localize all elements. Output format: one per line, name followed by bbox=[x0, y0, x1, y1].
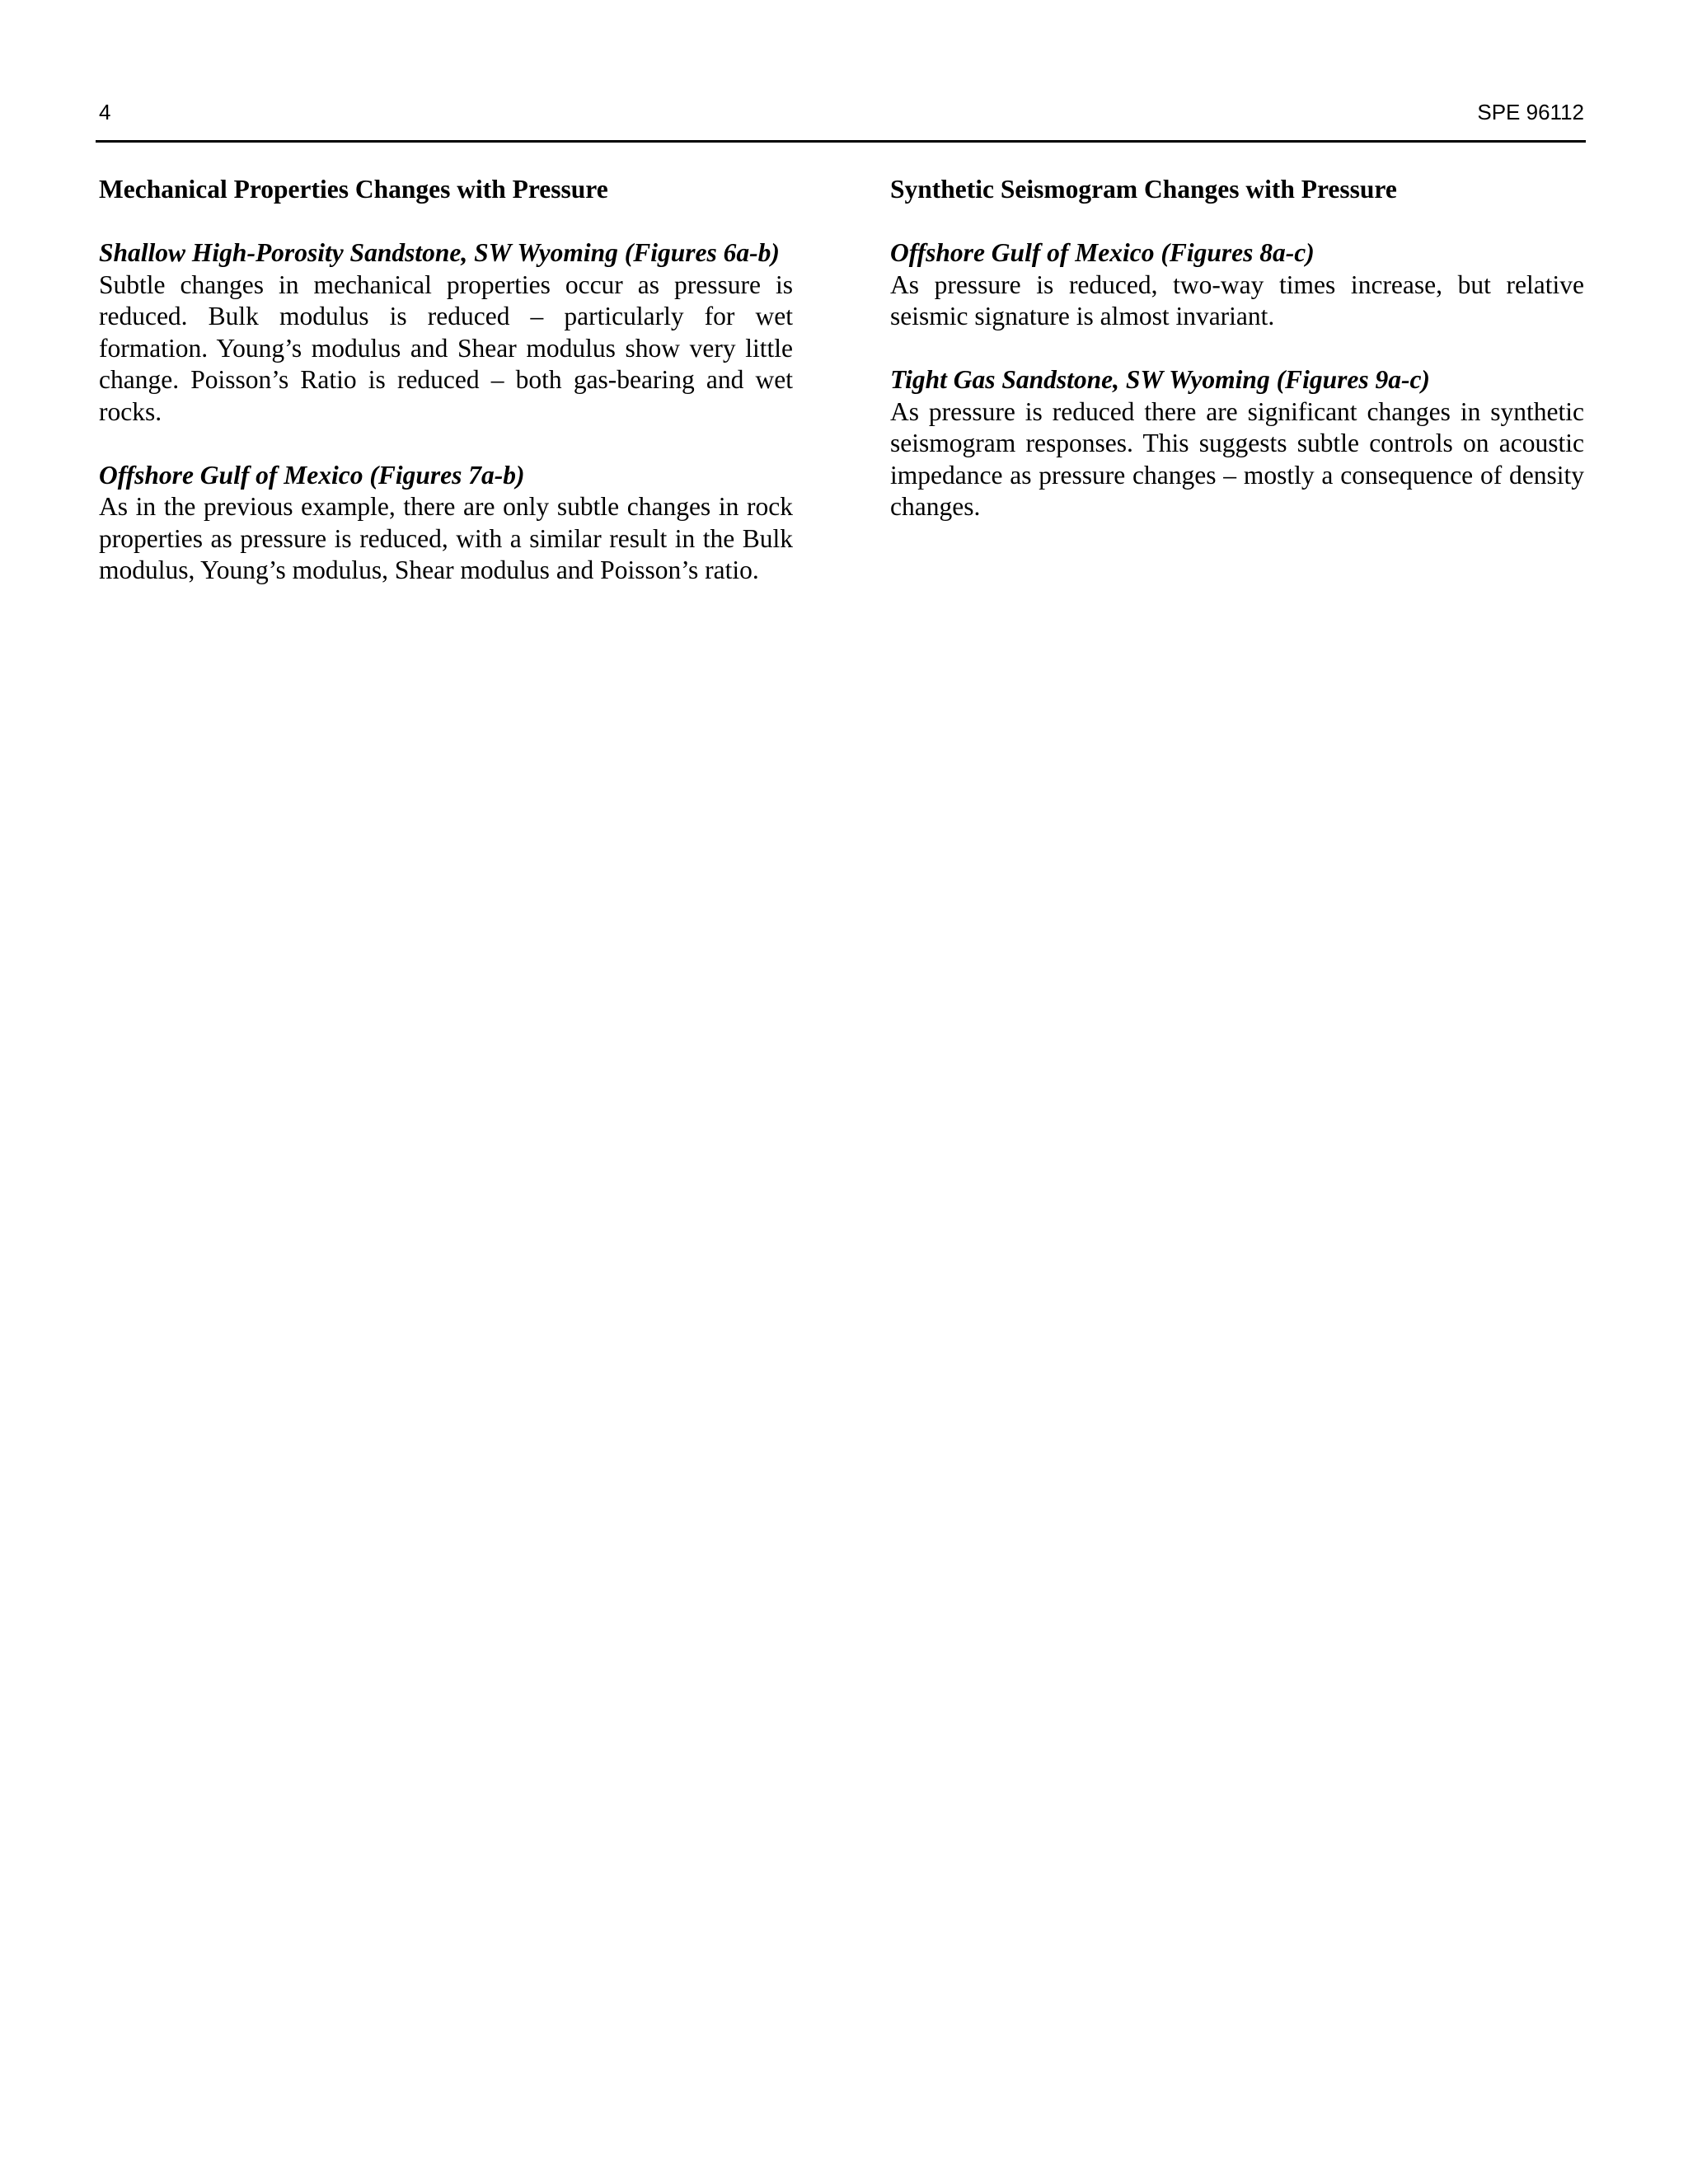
subsection-body: As pressure is reduced, two-way times increase, but relative seismic signature is almost invariant. bbox=[890, 269, 1584, 330]
subsection-offshore-gom-7 bbox=[99, 460, 793, 587]
subsection-title: Tight Gas Sandstone, SW Wyoming (Figures 9a-c) bbox=[890, 365, 1430, 394]
running-header bbox=[96, 97, 1586, 127]
subsection-title: Shallow High-Porosity Sandstone, SW Wyoming (Figures 6a-b) bbox=[99, 238, 780, 267]
section-heading-synthetic-seismogram: Synthetic Seismogram Changes with Pressure bbox=[890, 175, 1397, 204]
subsection-tight-gas-sandstone bbox=[890, 364, 1584, 523]
section-heading-mechanical-properties: Mechanical Properties Changes with Pressure bbox=[99, 175, 608, 204]
document-id: SPE 96112 bbox=[1477, 100, 1584, 124]
subsection-shallow-sandstone bbox=[99, 237, 793, 428]
right-column bbox=[890, 174, 1584, 555]
subsection-body: As in the previous example, there are only subtle changes in rock properties as pressure is reduced, with a similar result in the Bulk modulus, Young’s modulus, Shear modulus and Poisson’s ratio. bbox=[99, 492, 793, 584]
subsection-body: Subtle changes in mechanical properties occur as pressure is reduced. Bulk modulus is reduced – particularly for wet formation. Young’s modulus and Shear modulus show very little change. Poisson’s Ratio is reduced – both gas-bearing and wet rocks. bbox=[99, 269, 793, 426]
subsection-title: Offshore Gulf of Mexico (Figures 7a-b) bbox=[99, 460, 525, 490]
subsection-body: As pressure is reduced there are significant changes in synthetic seismogram responses. This suggests subtle controls on acoustic impedance as pressure changes – mostly a consequence of density changes. bbox=[890, 396, 1584, 521]
page-number: 4 bbox=[99, 100, 111, 124]
subsection-offshore-gom-8 bbox=[890, 237, 1584, 333]
header-rule bbox=[96, 140, 1586, 143]
left-column bbox=[99, 174, 793, 618]
subsection-title: Offshore Gulf of Mexico (Figures 8a-c) bbox=[890, 238, 1315, 267]
